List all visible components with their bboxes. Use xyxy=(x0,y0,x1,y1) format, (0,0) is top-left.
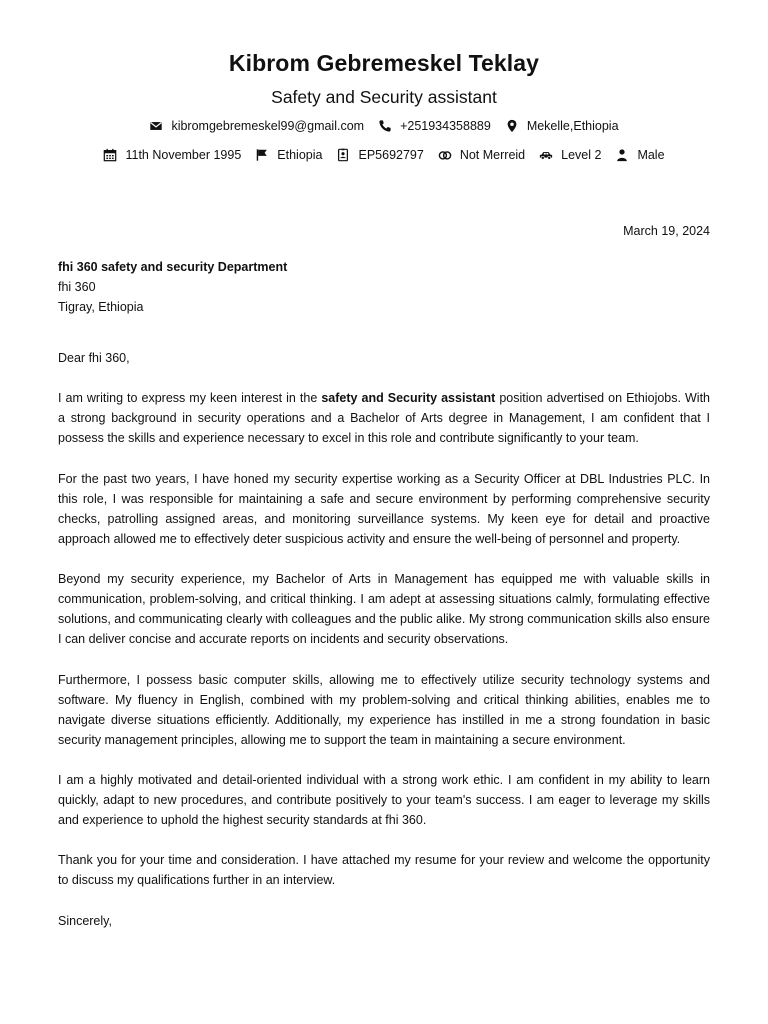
contact-email[interactable] xyxy=(149,119,364,133)
applicant-role: Safety and Security assistant xyxy=(271,87,497,107)
nationality-text: Ethiopia xyxy=(277,148,323,162)
passport-text: EP5692797 xyxy=(358,148,424,162)
applicant-name: Kibrom Gebremeskel Teklay xyxy=(228,50,540,76)
envelope-icon xyxy=(149,119,163,133)
passport-icon xyxy=(336,148,350,162)
contact-location xyxy=(505,119,619,133)
paragraph-thanks: Thank you for your time and consideration. I have attached my resume for your review and welcome the opportunity to discuss my qualifications further in an interview. xyxy=(58,853,710,888)
recipient-organization: fhi 360 xyxy=(58,280,96,294)
flag-icon xyxy=(255,148,269,162)
paragraph-motivation: I am a highly motivated and detail-oriented individual with a strong work ethic. I am confident in my ability to learn quickly, adapt to new procedures, and contribute positively to your team's success. I am eager to leverage my skills and experience to uphold the highest security standards at fhi 360. xyxy=(58,772,710,828)
contact-row-personal xyxy=(0,148,768,162)
marital-status-text: Not Merreid xyxy=(459,148,526,162)
recipient-location: Tigray, Ethiopia xyxy=(58,300,144,314)
info-driving-license xyxy=(539,148,601,162)
letter-body xyxy=(58,348,710,951)
calendar-icon xyxy=(103,148,117,162)
paragraph-skills: Furthermore, I possess basic computer skills, allowing me to effectively utilize security technology systems and software. My fluency in English, combined with my problem-solving and critical thinking abilities, enables me to navigate diverse situations efficiently. Additionally, my experience has instilled in me a strong foundation in basic security management principles, allowing me to support the team in maintaining a secure environment. xyxy=(58,672,710,747)
recipient-department: fhi 360 safety and security Department xyxy=(58,260,288,274)
salutation: Dear fhi 360, xyxy=(58,351,130,365)
closing: Sincerely, xyxy=(58,913,112,928)
paragraph-education: Beyond my security experience, my Bachelor of Arts in Management has equipped me with valuable skills in communication, problem-solving, and critical thinking. I am adept at assessing situations calmly, formulating effective solutions, and communicating clearly with colleagues and the public alike. My strong communication skills also ensure I can deliver concise and accurate reports on incidents and security observations. xyxy=(58,572,710,647)
gender-text: Male xyxy=(637,148,665,162)
info-gender xyxy=(615,148,664,162)
paragraph-intro xyxy=(58,388,710,448)
car-icon xyxy=(539,148,553,162)
rings-icon xyxy=(438,148,452,162)
contact-row-primary xyxy=(0,119,768,133)
location-pin-icon xyxy=(505,119,519,133)
email-text: kibromgebremeskel99@gmail.com xyxy=(171,119,365,133)
intro-text-start: I am writing to express my keen interest in the xyxy=(58,391,322,406)
info-marital-status xyxy=(438,148,525,162)
location-text: Mekelle,Ethiopia xyxy=(526,119,619,133)
person-icon xyxy=(615,148,629,162)
recipient-block xyxy=(58,257,287,317)
info-passport xyxy=(336,148,423,162)
driving-license-text: Level 2 xyxy=(561,148,602,162)
birthdate-text: 11th November 1995 xyxy=(125,148,242,162)
paragraph-experience: For the past two years, I have honed my security expertise working as a Security Officer at DBL Industries PLC. In this role, I was responsible for maintaining a safe and secure environment by performing comprehensive security checks, patrolling assigned areas, and monitoring surveillance systems. My keen eye for detail and proactive approach allowed me to effectively deter suspicious activity and ensure the well-being of personnel and property. xyxy=(58,471,710,546)
letter-date: March 19, 2024 xyxy=(623,224,710,238)
phone-text: +251934358889 xyxy=(400,119,491,133)
contact-phone[interactable] xyxy=(378,119,491,133)
intro-position-title: safety and Security assistant xyxy=(321,391,496,406)
info-birthdate xyxy=(103,148,241,162)
phone-icon xyxy=(378,119,392,133)
intro-text-end: position advertised on Ethiojobs. With a strong background in security operations and a Bachelor of Arts degree in Management, I am confident that I possess the skills and experience necessary to excel in this role and contribute significantly to your team. xyxy=(58,391,711,446)
info-nationality xyxy=(255,148,322,162)
